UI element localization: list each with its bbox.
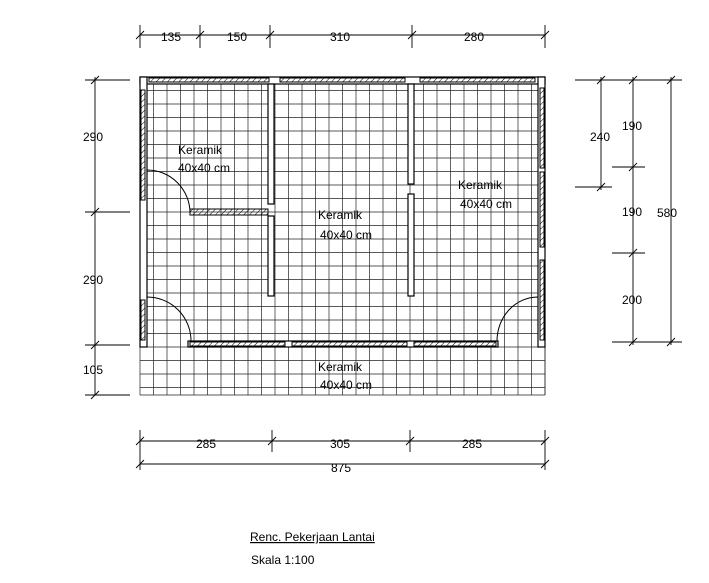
dim-right-mid-2: 190: [622, 205, 643, 219]
room-label-4-material: Keramik: [318, 360, 363, 374]
window-left-upper: [141, 90, 145, 200]
room-label-1-material: Keramik: [178, 143, 223, 157]
window-right-lower: [540, 260, 544, 340]
window-right-upper: [540, 88, 544, 168]
dimension-bottom: [136, 430, 549, 475]
wall-partition-horizontal: [190, 209, 268, 215]
room-label-3-size: 40x40 cm: [460, 197, 513, 211]
room-label-2-material: Keramik: [318, 208, 363, 222]
window-front-right: [414, 342, 496, 346]
window-left-lower: [141, 300, 145, 340]
window-top-left: [149, 78, 269, 82]
dimension-left: [83, 76, 130, 399]
window-right-middle: [540, 172, 544, 247]
room-label-1-size: 40x40 cm: [178, 161, 231, 175]
window-front-middle: [292, 342, 407, 346]
wall-partition-2: [408, 84, 414, 184]
room-labels: [178, 143, 512, 392]
window-front-left: [190, 342, 285, 346]
dim-left-3: 105: [83, 363, 104, 377]
wall-partition-1-lower: [268, 216, 274, 296]
dim-bottom-2: 305: [330, 437, 351, 451]
room-label-3-material: Keramik: [458, 178, 503, 192]
room-label-4-size: 40x40 cm: [320, 378, 373, 392]
dim-bottom-1: 285: [196, 437, 217, 451]
room-label-2-size: 40x40 cm: [320, 228, 373, 242]
dim-top-2: 150: [227, 30, 248, 44]
dim-bottom-3: 285: [462, 437, 483, 451]
dim-right-outer-1: 580: [657, 206, 678, 220]
window-top-middle: [280, 78, 405, 82]
dim-right-inner-1: 240: [590, 130, 611, 144]
dimension-right: [575, 76, 682, 346]
dim-top-3: 310: [330, 30, 351, 44]
wall-partition-2-lower: [408, 194, 414, 296]
drawing-title: Renc. Pekerjaan Lantai: [250, 530, 375, 544]
drawing-scale: Skala 1:100: [251, 553, 315, 567]
dim-left-1: 290: [83, 130, 104, 144]
window-top-right: [420, 78, 535, 82]
dimension-top: [136, 25, 549, 48]
dim-top-1: 135: [161, 30, 182, 44]
wall-partition-1: [268, 84, 274, 204]
dim-right-mid-3: 200: [622, 293, 643, 307]
dim-top-4: 280: [464, 30, 485, 44]
dim-left-2: 290: [83, 273, 104, 287]
dim-bottom-total: 875: [331, 461, 352, 475]
dim-right-mid-1: 190: [622, 119, 643, 133]
